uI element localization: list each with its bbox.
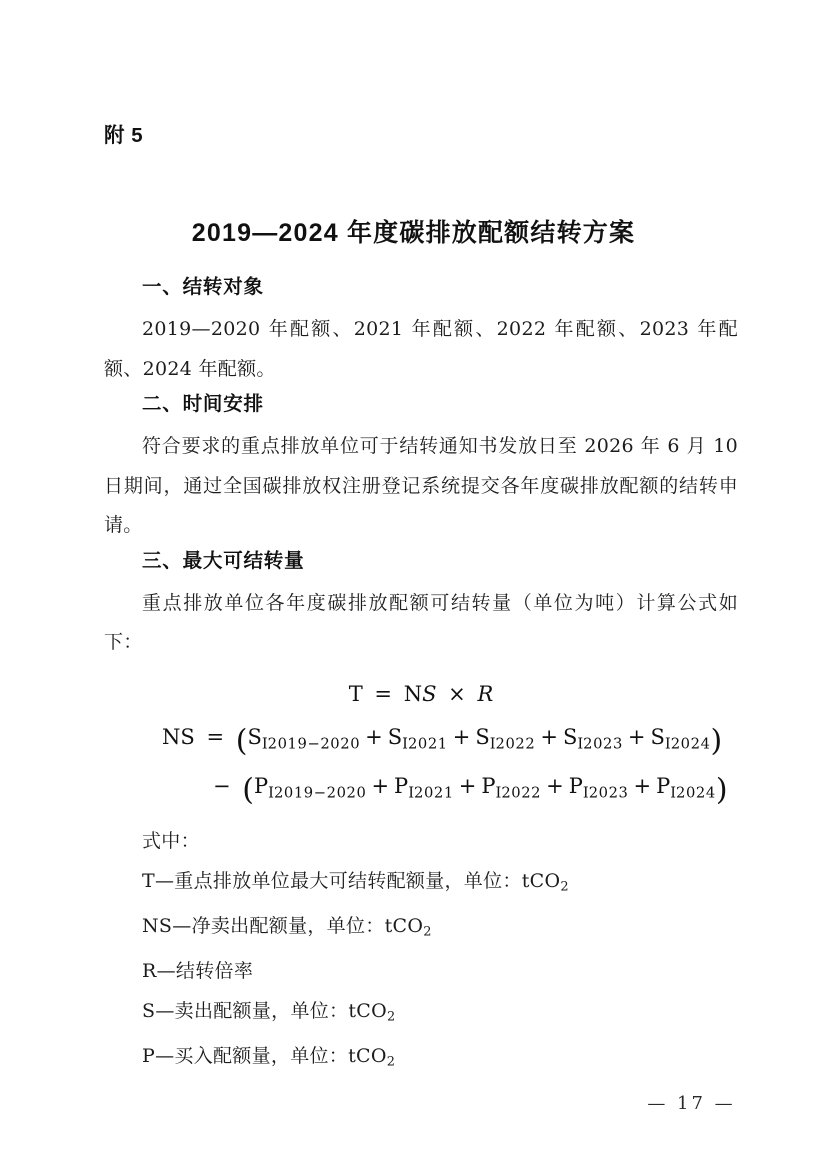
definition-item-T	[104, 862, 738, 907]
formula-2-term-2-var: S	[387, 724, 403, 749]
document-body	[104, 272, 738, 1082]
formula-1-times: ×	[448, 681, 466, 706]
definition-symbol-S: S	[142, 999, 156, 1022]
formula-2-term-4-sub: I	[577, 734, 584, 752]
definition-dash-S: —	[155, 999, 175, 1022]
formula-3-open-paren: (	[242, 772, 255, 808]
definition-dash-T: —	[154, 869, 175, 892]
formula-3-plus-2: +	[458, 773, 477, 798]
formula-2-term-5-year: 2024	[670, 734, 711, 752]
formula-3-term-3-year: 2022	[501, 784, 542, 802]
definition-unit-sub-T: 2	[560, 879, 569, 895]
page-number: — 17 —	[647, 1093, 736, 1114]
formula-3-term-3-var: P	[481, 773, 496, 798]
definition-unit-NS: tCO	[384, 914, 424, 937]
formula-2-plus-4: +	[627, 724, 646, 749]
definition-dash-NS: —	[172, 914, 192, 937]
section-heading-2: 二、时间安排	[142, 393, 264, 415]
formula-3-plus-4: +	[633, 773, 652, 798]
formula-3-term-2-year: 2021	[414, 784, 454, 802]
formula-1-equals: =	[374, 681, 393, 706]
definition-dash-P: —	[155, 1044, 175, 1067]
formula-2-term-1-sub: I	[261, 734, 268, 752]
formula-3-term-1-sub: I	[268, 784, 274, 802]
formula-2-term-3-sub: I	[489, 734, 496, 752]
formula-3-term-4-sub: I	[582, 784, 589, 802]
definition-symbol-R: R	[142, 960, 157, 983]
definition-dash-R: —	[156, 960, 176, 983]
formula-3-close-paren: )	[715, 772, 728, 808]
formula-3-term-5-year: 2024	[676, 784, 716, 802]
section-paragraph-3-1: 重点排放单位各年度碳排放配额可结转量（单位为吨）计算公式如下：	[104, 591, 738, 653]
formula-2-term-4-year: 2023	[583, 734, 623, 752]
definition-unit-sub-S: 2	[387, 1009, 396, 1025]
formula-1-lhs: T	[348, 681, 363, 706]
definition-list	[104, 822, 738, 1081]
formula-2-term-2-year: 2021	[407, 734, 448, 752]
definition-text-T: 重点排放单位最大可结转配额量，单位：	[174, 869, 522, 892]
formula-2-term-1-var: S	[247, 724, 262, 749]
definition-symbol-P: P	[142, 1044, 156, 1067]
definition-item-P	[104, 1037, 738, 1082]
formula-2-plus-3: +	[540, 724, 558, 749]
formula-3-term-1-var: P	[254, 773, 269, 798]
formula-3-plus-3: +	[546, 773, 564, 798]
formula-block	[104, 673, 738, 815]
definition-unit-sub-NS: 2	[423, 924, 432, 940]
formula-3-term-2-sub: I	[408, 784, 414, 802]
definition-text-R: 结转倍率	[175, 960, 254, 983]
formula-line-2	[104, 716, 738, 765]
definition-symbol-T: T	[142, 869, 155, 892]
definition-item-R	[104, 952, 738, 992]
definition-text-NS: 净卖出配额量，单位：	[191, 914, 385, 937]
formula-1-ns: N	[403, 681, 423, 706]
formula-2-open-paren: (	[235, 723, 248, 759]
formula-2-close-paren: )	[710, 723, 723, 759]
section-paragraph-1-1: 2019—2020 年配额、2021 年配额、2022 年配额、2023 年配额、2024 年配额。	[104, 318, 738, 380]
formula-3-term-4-year: 2023	[588, 784, 629, 802]
formula-1-r: R	[477, 681, 494, 706]
section-heading-3: 三、最大可结转量	[142, 549, 305, 572]
formula-2-term-5-sub: I	[664, 734, 671, 752]
definition-unit-S: tCO	[348, 999, 387, 1022]
formula-2-term-5-var: S	[650, 724, 665, 749]
formula-3-term-5-var: P	[656, 773, 671, 798]
definition-item-S	[104, 992, 738, 1037]
formula-3-term-2-var: P	[394, 773, 409, 798]
formula-2-term-4-var: S	[562, 724, 578, 749]
page-footer	[0, 1093, 827, 1114]
formula-line-1	[104, 673, 738, 716]
formula-line-3	[104, 765, 738, 814]
formula-3-minus: −	[213, 773, 231, 798]
formula-2-term-2-sub: I	[402, 734, 408, 752]
formula-2-lhs: NS	[162, 724, 195, 749]
definition-unit-P: tCO	[348, 1044, 387, 1067]
definition-item-NS	[104, 907, 738, 952]
formula-2-equals: =	[206, 724, 225, 749]
formula-3-term-3-sub: I	[495, 784, 502, 802]
definition-text-P: 买入配额量，单位：	[174, 1044, 349, 1067]
definition-symbol-NS: NS	[142, 914, 173, 937]
definitions-lead-in: 式中：	[142, 830, 200, 853]
formula-2-term-1-year: 2019−2020	[267, 734, 361, 752]
formula-3-term-4-var: P	[568, 773, 583, 798]
page-title: 2019—2024 年度碳排放配额结转方案	[191, 218, 636, 247]
formula-3-term-1-year: 2019−2020	[273, 784, 367, 802]
section-paragraph-2-1: 符合要求的重点排放单位可于结转通知书发放日至 2026 年 6 月 10 日期间，通过全国碳排放权注册登记系统提交各年度碳排放配额的结转申请。	[104, 435, 738, 536]
formula-2-plus-1: +	[365, 724, 383, 749]
definition-unit-sub-P: 2	[386, 1054, 396, 1070]
section-heading-1: 一、结转对象	[142, 276, 264, 298]
definition-unit-T: tCO	[521, 869, 561, 892]
annex-tag: 附 5	[104, 124, 144, 147]
formula-3-plus-1: +	[371, 773, 390, 798]
formula-2-term-3-year: 2022	[495, 734, 536, 752]
formula-1-s: S	[422, 681, 437, 706]
formula-3-term-5-sub: I	[670, 784, 677, 802]
formula-2-term-3-var: S	[475, 724, 490, 749]
formula-2-plus-2: +	[452, 724, 471, 749]
definition-text-S: 卖出配额量，单位：	[174, 999, 349, 1022]
